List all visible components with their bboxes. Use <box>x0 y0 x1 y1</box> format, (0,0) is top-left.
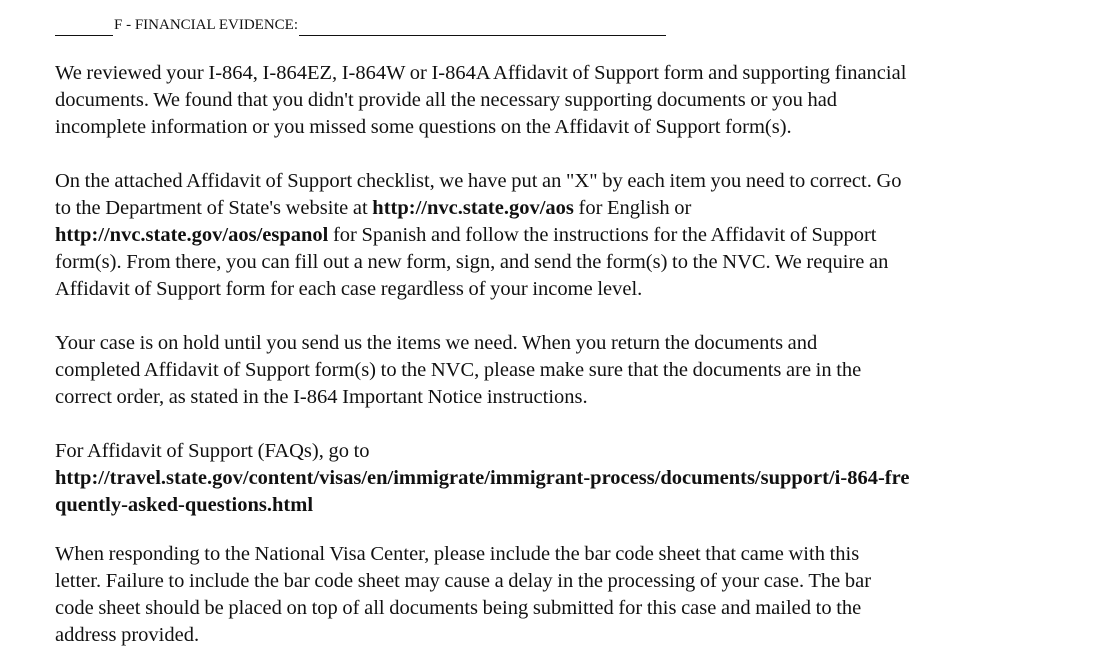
section-heading <box>55 14 1095 36</box>
heading-underline <box>299 18 666 36</box>
text-line: incomplete information or you missed some questions on the Affidavit of Support form(s). <box>55 116 792 138</box>
text-line <box>55 222 1095 249</box>
text-line: When responding to the National Visa Center, please include the bar code sheet that came with this <box>55 543 860 565</box>
text-line <box>55 195 1095 222</box>
paragraph-checklist <box>55 168 1095 303</box>
text-line: We reviewed your I-864, I-864EZ, I-864W or I-864A Affidavit of Support form and supporting financial <box>55 62 907 84</box>
paragraph-review <box>55 60 1095 141</box>
text-fragment: to the Department of State's website at <box>55 197 373 219</box>
text-line: address provided. <box>55 624 200 646</box>
text-line: form(s). From there, you can fill out a new form, sign, and send the form(s) to the NVC. We require an <box>55 251 889 273</box>
paragraph-hold <box>55 330 1095 411</box>
text-line: correct order, as stated in the I-864 Important Notice instructions. <box>55 386 588 408</box>
text-line: Affidavit of Support form for each case regardless of your income level. <box>55 278 643 300</box>
text-line: On the attached Affidavit of Support checklist, we have put an "X" by each item you need to correct. Go <box>55 170 902 192</box>
paragraph-barcode <box>55 541 1095 649</box>
text-fragment: for English or <box>573 197 692 219</box>
faq-link-line-1[interactable]: http://travel.state.gov/content/visas/en/immigrate/immigrant-process/documents/support/i-864-fre <box>55 467 910 489</box>
section-heading-label: F - FINANCIAL EVIDENCE: <box>114 17 299 33</box>
text-fragment: for Spanish and follow the instructions for the Affidavit of Support <box>328 224 877 246</box>
paragraph-faq <box>55 438 1095 519</box>
text-line: documents. We found that you didn't provide all the necessary supporting documents or you had <box>55 89 838 111</box>
faq-link-line-2[interactable]: quently-asked-questions.html <box>55 494 314 516</box>
aos-spanish-link[interactable]: http://nvc.state.gov/aos/espanol <box>55 224 329 246</box>
text-line: For Affidavit of Support (FAQs), go to <box>55 440 370 462</box>
check-blank-line <box>55 18 113 36</box>
text-line: code sheet should be placed on top of all documents being submitted for this case and mailed to the <box>55 597 862 619</box>
letter-body <box>55 14 1095 649</box>
aos-english-link[interactable]: http://nvc.state.gov/aos <box>372 197 574 219</box>
text-line: letter. Failure to include the bar code sheet may cause a delay in the processing of your case. The bar <box>55 570 872 592</box>
text-line: completed Affidavit of Support form(s) to the NVC, please make sure that the documents are in the <box>55 359 862 381</box>
text-line: Your case is on hold until you send us the items we need. When you return the documents and <box>55 332 818 354</box>
